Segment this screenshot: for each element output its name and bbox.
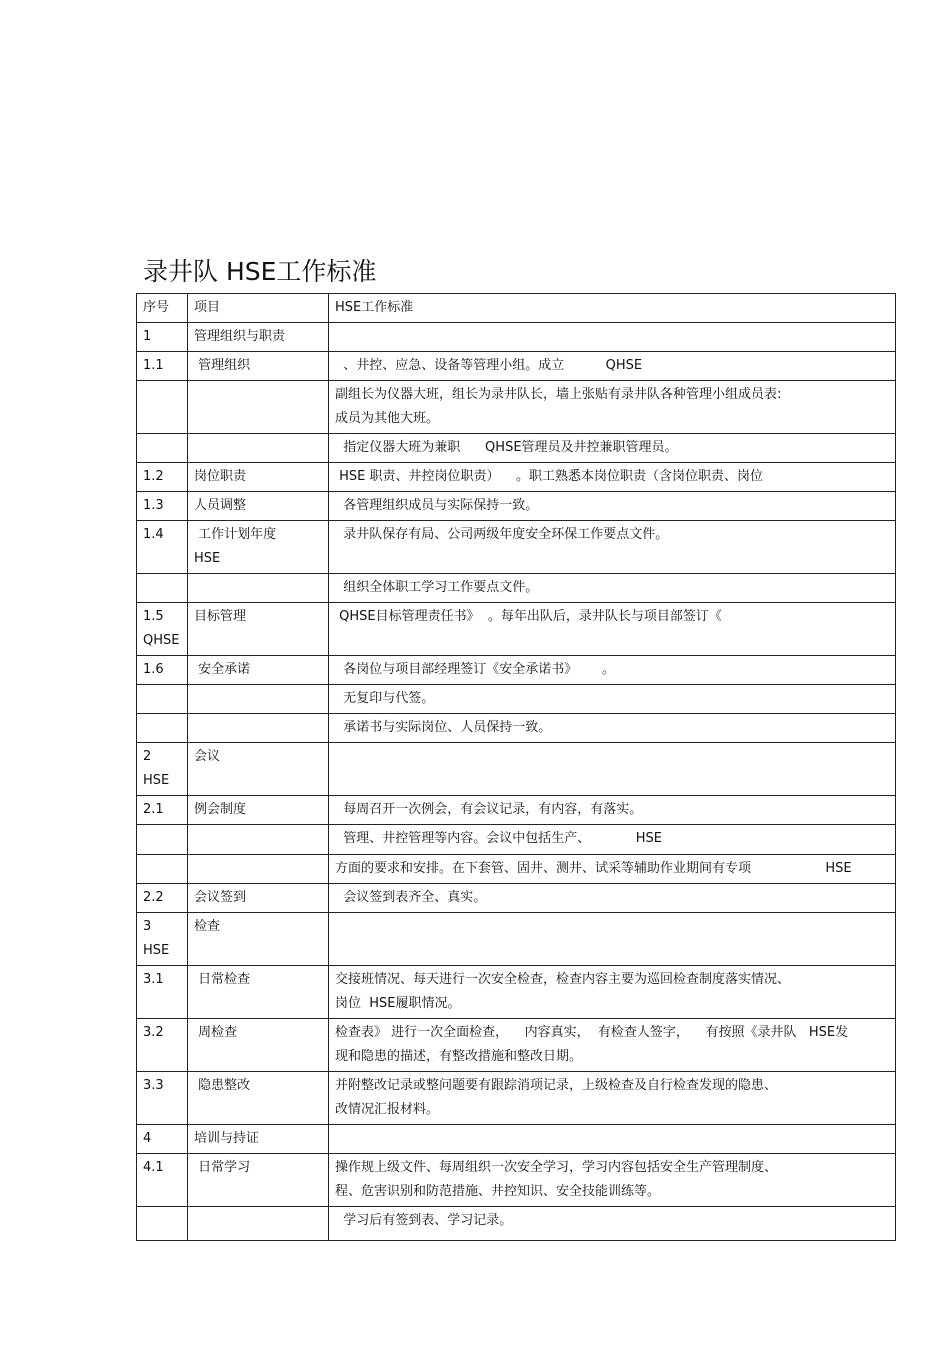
row-item-cell (188, 381, 329, 434)
row-serial-cell: 1.3 (137, 492, 188, 521)
row-standard-cell (329, 323, 896, 352)
table-row (137, 743, 896, 796)
row-item-cell: 隐患整改 (188, 1072, 329, 1125)
row-item-cell: 岗位职责 (188, 463, 329, 492)
table-row (137, 966, 896, 1019)
row-serial-cell (137, 685, 188, 714)
row-item-cell: 会议 (188, 743, 329, 796)
row-standard-cell: 无复印与代签。 (329, 685, 896, 714)
row-standard-cell: 学习后有签到表、学习记录。 (329, 1207, 896, 1241)
table-row (137, 855, 896, 884)
table-row (137, 913, 896, 966)
row-serial-cell: 2 HSE (137, 743, 188, 796)
row-item-cell: 周检查 (188, 1019, 329, 1072)
row-standard-cell (329, 1125, 896, 1154)
table-row (137, 1207, 896, 1241)
table-row (137, 434, 896, 463)
table-row (137, 825, 896, 855)
row-item-cell (188, 825, 329, 855)
row-item-cell (188, 434, 329, 463)
row-serial-cell: 4 (137, 1125, 188, 1154)
header-serial: 序号 (137, 294, 188, 323)
row-serial-cell: 1.2 (137, 463, 188, 492)
row-item-cell (188, 855, 329, 884)
row-item-cell: 日常检查 (188, 966, 329, 1019)
header-standard: HSE工作标准 (329, 294, 896, 323)
row-serial-cell (137, 825, 188, 855)
row-serial-cell: 1.1 (137, 352, 188, 381)
row-serial-cell: 2.1 (137, 796, 188, 825)
row-item-cell: 检查 (188, 913, 329, 966)
row-serial-cell: 4.1 (137, 1154, 188, 1207)
row-standard-cell: 组织全体职工学习工作要点文件。 (329, 574, 896, 603)
table-row (137, 323, 896, 352)
row-standard-cell: 副组长为仪器大班，组长为录井队长，墙上张贴有录井队各种管理小组成员表: 成员为其他大班。 (329, 381, 896, 434)
row-standard-cell: 检查表》 进行一次全面检查， 内容真实， 有检查人签字， 有按照《录井队 HSE发 现和隐患的描述，有整改措施和整改日期。 (329, 1019, 896, 1072)
row-standard-cell: 录井队保存有局、公司两级年度安全环保工作要点文件。 (329, 521, 896, 574)
row-item-cell: 例会制度 (188, 796, 329, 825)
row-standard-cell: 各岗位与项目部经理签订《安全承诺书》 。 (329, 656, 896, 685)
table-row (137, 685, 896, 714)
row-item-cell: 管理组织与职责 (188, 323, 329, 352)
table-row (137, 656, 896, 685)
row-item-cell: 管理组织 (188, 352, 329, 381)
row-standard-cell (329, 913, 896, 966)
row-serial-cell (137, 574, 188, 603)
table-row (137, 1019, 896, 1072)
row-item-cell: 会议签到 (188, 884, 329, 913)
row-serial-cell: 1.4 (137, 521, 188, 574)
table-row (137, 1154, 896, 1207)
row-serial-cell: 1 (137, 323, 188, 352)
row-item-cell (188, 685, 329, 714)
row-serial-cell: 3.1 (137, 966, 188, 1019)
row-serial-cell: 3.2 (137, 1019, 188, 1072)
table-row (137, 884, 896, 913)
row-standard-cell (329, 743, 896, 796)
row-serial-cell: 3 HSE (137, 913, 188, 966)
row-serial-cell: 1.6 (137, 656, 188, 685)
table-row (137, 796, 896, 825)
row-item-cell: 日常学习 (188, 1154, 329, 1207)
table-row (137, 381, 896, 434)
row-standard-cell: HSE 职责、井控岗位职责） 。职工熟悉本岗位职责（含岗位职责、岗位 (329, 463, 896, 492)
row-serial-cell (137, 381, 188, 434)
row-serial-cell: 3.3 (137, 1072, 188, 1125)
row-item-cell: 工作计划年度 HSE (188, 521, 329, 574)
row-serial-cell (137, 714, 188, 743)
row-standard-cell: 承诺书与实际岗位、人员保持一致。 (329, 714, 896, 743)
row-item-cell (188, 714, 329, 743)
row-standard-cell: 管理、井控管理等内容。会议中包括生产、 HSE (329, 825, 896, 855)
table-row (137, 1125, 896, 1154)
row-serial-cell (137, 855, 188, 884)
table-row (137, 463, 896, 492)
table-header-row (137, 294, 896, 323)
header-item: 项目 (188, 294, 329, 323)
row-standard-cell: 每周召开一次例会，有会议记录，有内容，有落实。 (329, 796, 896, 825)
row-standard-cell: 操作规上级文件、每周组织一次安全学习，学习内容包括安全生产管理制度、 程、危害识别和防范措施、井控知识、安全技能训练等。 (329, 1154, 896, 1207)
row-standard-cell: 并附整改记录或整问题要有跟踪消项记录，上级检查及自行检查发现的隐患、 改情况汇报材料。 (329, 1072, 896, 1125)
row-standard-cell: 、井控、应急、设备等管理小组。成立 QHSE (329, 352, 896, 381)
table-row (137, 603, 896, 656)
row-item-cell (188, 574, 329, 603)
table-row (137, 352, 896, 381)
row-item-cell: 安全承诺 (188, 656, 329, 685)
row-serial-cell: 1.5 QHSE (137, 603, 188, 656)
hse-standard-table (136, 293, 896, 1241)
row-standard-cell: 方面的要求和安排。在下套管、固井、测井、试采等辅助作业期间有专项 HSE (329, 855, 896, 884)
row-standard-cell: 指定仪器大班为兼职 QHSE管理员及井控兼职管理员。 (329, 434, 896, 463)
row-standard-cell: 各管理组织成员与实际保持一致。 (329, 492, 896, 521)
document-title: 录井队 HSE工作标准 (143, 257, 377, 286)
table-row (137, 714, 896, 743)
row-serial-cell (137, 1207, 188, 1241)
row-serial-cell (137, 434, 188, 463)
table-row (137, 574, 896, 603)
table-row (137, 521, 896, 574)
row-item-cell: 目标管理 (188, 603, 329, 656)
table-row (137, 492, 896, 521)
row-item-cell: 培训与持证 (188, 1125, 329, 1154)
row-item-cell (188, 1207, 329, 1241)
row-standard-cell: 交接班情况、每天进行一次安全检查，检查内容主要为巡回检查制度落实情况、 岗位 HSE履职情况。 (329, 966, 896, 1019)
table-row (137, 1072, 896, 1125)
row-item-cell: 人员调整 (188, 492, 329, 521)
row-standard-cell: QHSE目标管理责任书》 。每年出队后，录井队长与项目部签订《 (329, 603, 896, 656)
row-standard-cell: 会议签到表齐全、真实。 (329, 884, 896, 913)
row-serial-cell: 2.2 (137, 884, 188, 913)
